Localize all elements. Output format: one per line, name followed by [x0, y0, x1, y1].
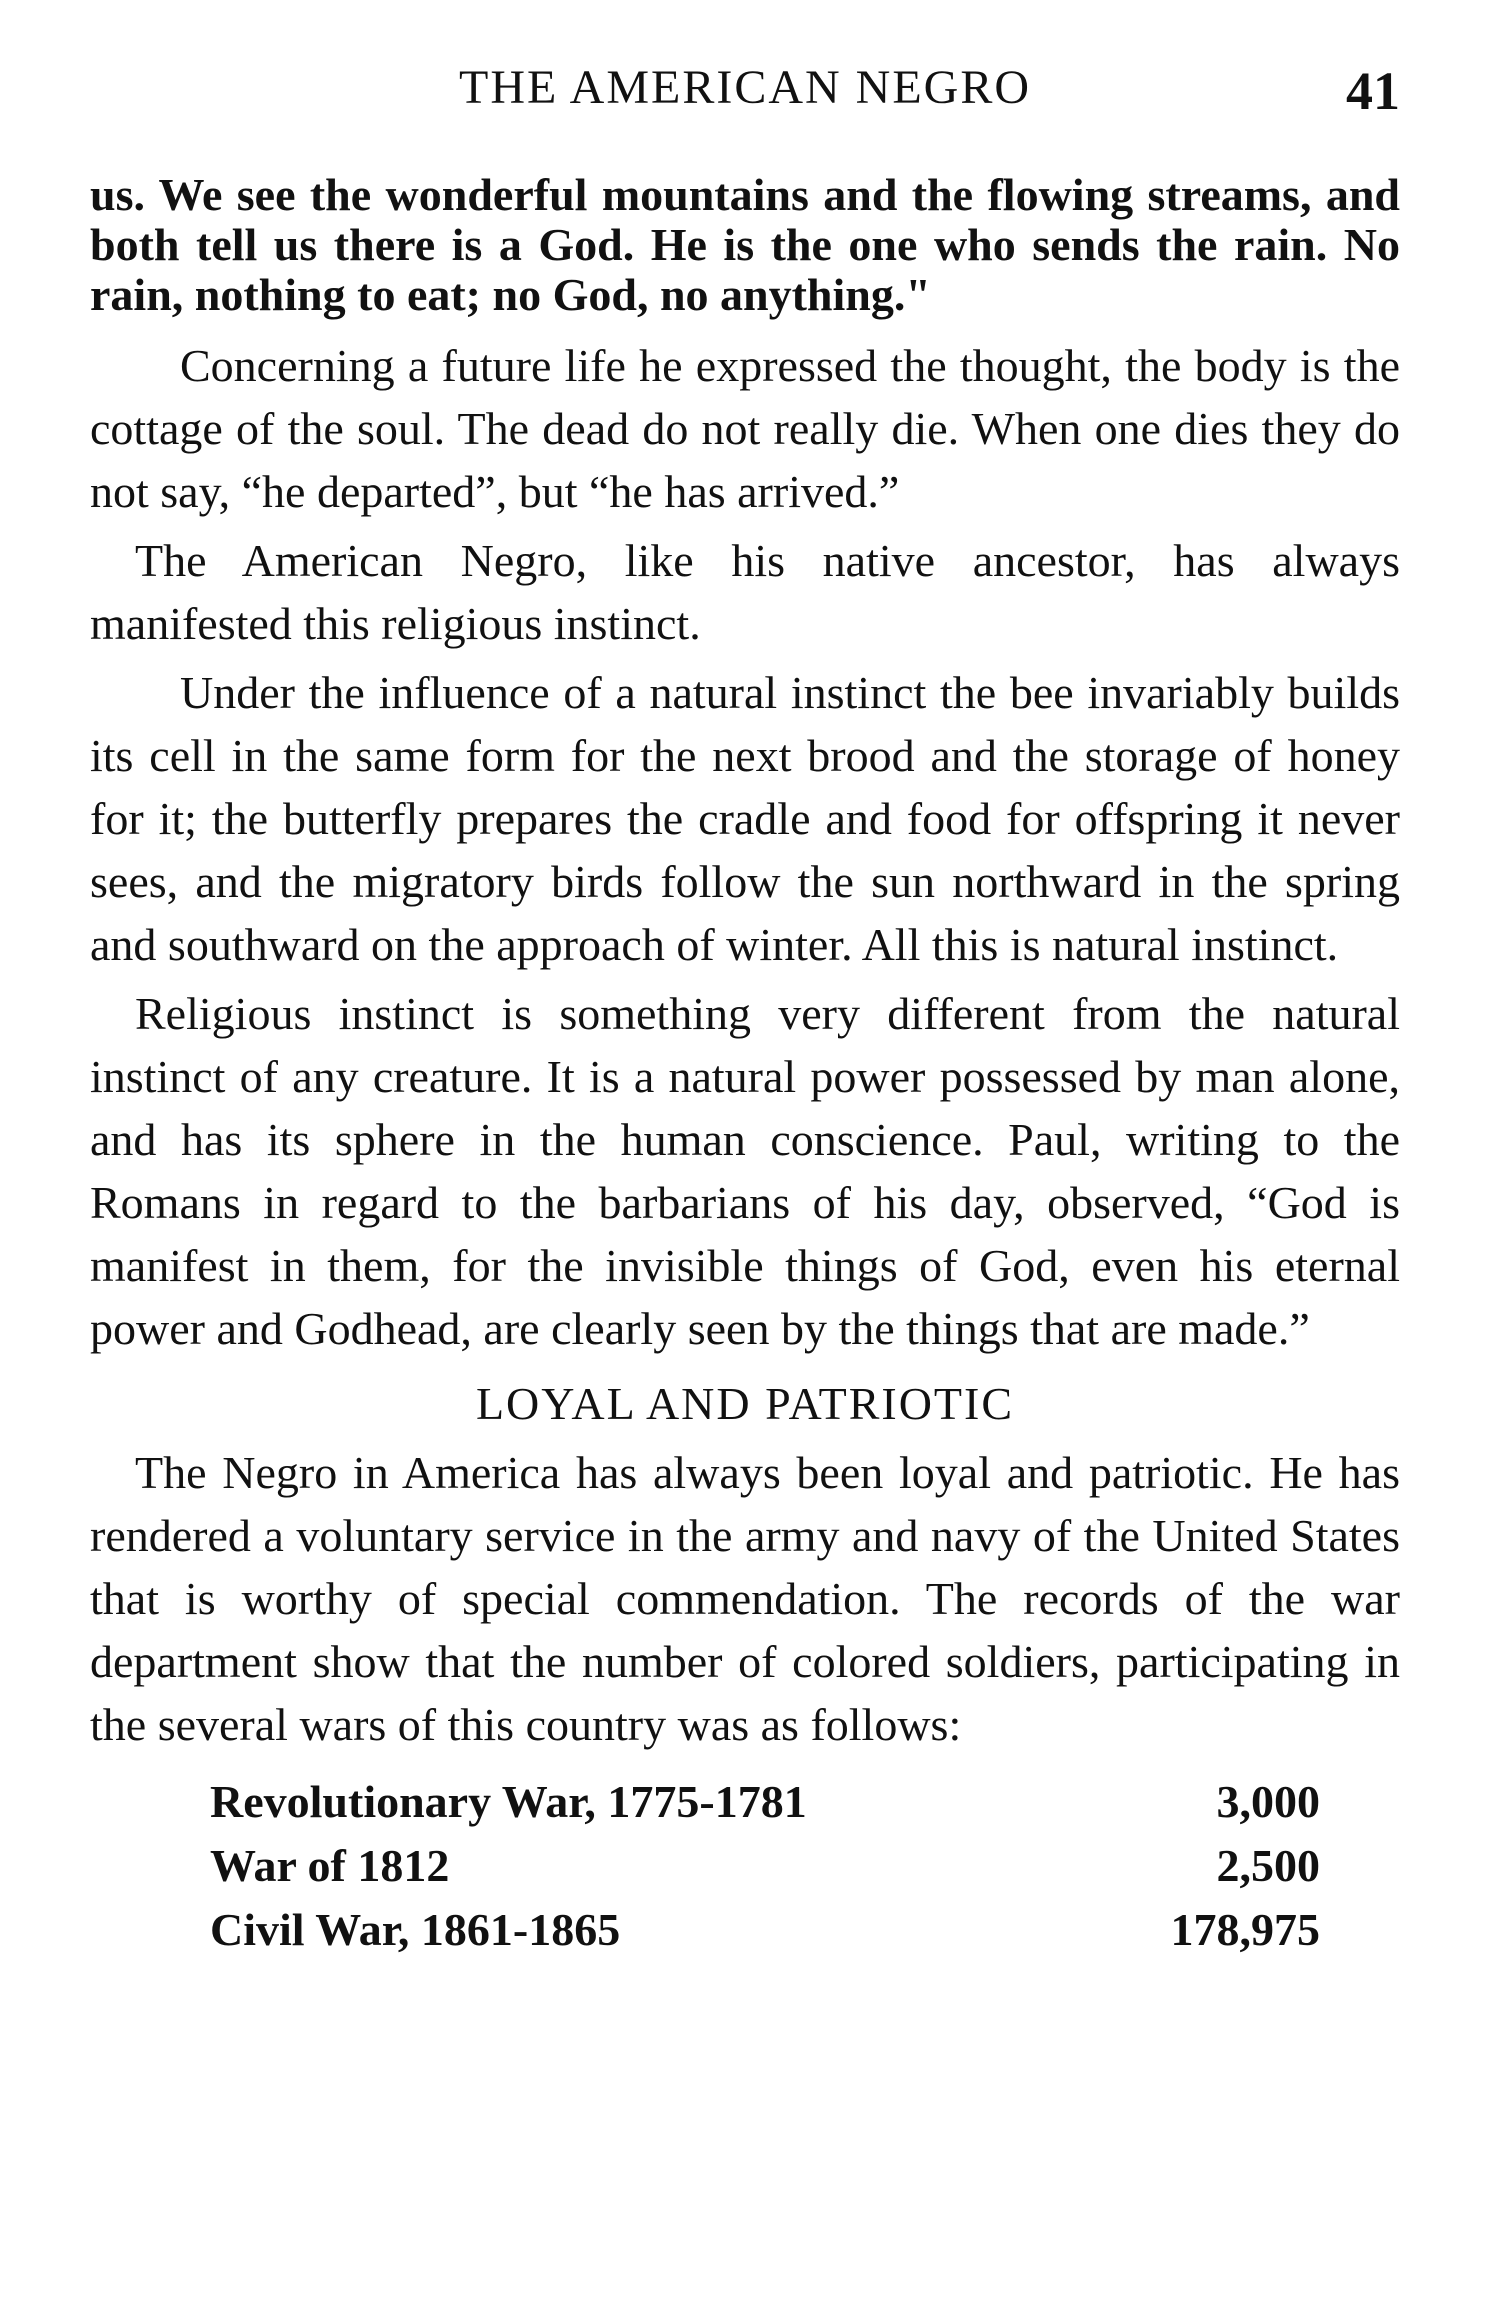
table-row: [210, 1898, 1320, 1962]
paragraph-loyal-patriotic: The Negro in America has always been loyal and patriotic. He has rendered a voluntary service in the army and navy of the United States that is worthy of special commendation. The records of the war department show that the number of colored soldiers, participating in the several wars of this country was as follows:: [90, 1447, 1400, 1750]
running-title: THE AMERICAN NEGRO: [459, 61, 1031, 114]
soldier-count: 3,000: [1216, 1776, 1320, 1827]
section-heading: LOYAL AND PATRIOTIC: [475, 1378, 1015, 1429]
soldiers-table: [210, 1770, 1320, 1962]
paragraph-conscience: Religious instinct is something very different from the natural instinct of any creature. It is a natural power possessed by man alone, and has its sphere in the human conscience. Paul, writing to the Romans in regard to the barbarians of his day, observed, “God is manifest in them, for the invisible things of God, even his eternal power and Godhead, are clearly seen by the things that are made.”: [90, 988, 1400, 1354]
page-body: [90, 170, 1400, 1962]
table-row: [210, 1770, 1320, 1834]
war-name: Revolutionary War, 1775-1781: [210, 1776, 807, 1827]
war-name: War of 1812: [210, 1840, 450, 1891]
paragraph-future-life: Concerning a future life he expressed the thought, the body is the cottage of the soul. The dead do not really die. When one dies they do not say, “he departed”, but “he has arrived.”: [90, 340, 1400, 517]
paragraph-natural-instinct: Under the influence of a natural instinct the bee invariably builds its cell in the same form for the next brood and the storage of honey for it; the butterfly prepares the cradle and food for offspring it never sees, and the migratory birds follow the sun northward in the spring and southward on the approach of winter. All this is natural instinct.: [90, 667, 1400, 970]
war-name: Civil War, 1861-1865: [210, 1904, 621, 1955]
soldier-count: 178,975: [1170, 1904, 1320, 1955]
soldier-count: 2,500: [1216, 1840, 1320, 1891]
page-header: [90, 60, 1400, 130]
paragraph-religious-instinct: The American Negro, like his native ancestor, has always manifested this religious instinct.: [90, 535, 1400, 649]
table-row: [210, 1834, 1320, 1898]
page-number: 41: [1346, 61, 1400, 121]
paragraph-quote-end: us. We see the wonderful mountains and the flowing streams, and both tell us there is a God. He is the one who sends the rain. No rain, nothing to eat; no God, no anything.": [90, 169, 1400, 320]
